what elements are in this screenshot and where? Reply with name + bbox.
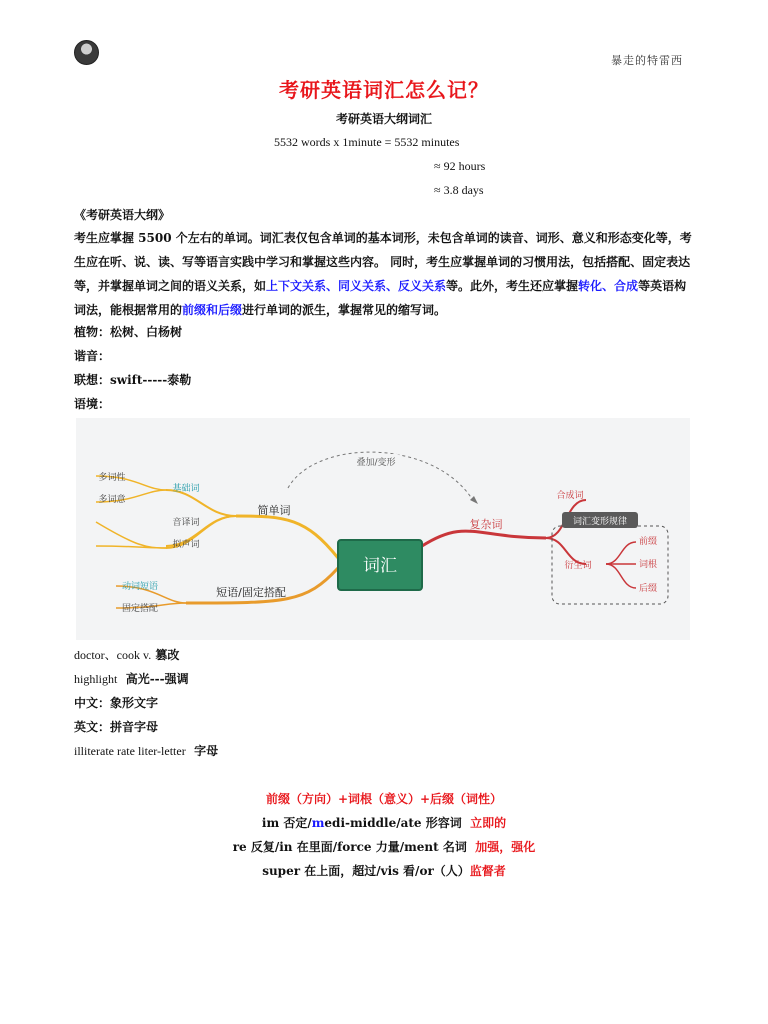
note-plant: 植物：松树、白杨树 [74, 325, 183, 339]
formula-re [0, 838, 768, 855]
branch-complex: 复杂词 [469, 518, 503, 531]
node-polysemy-pos: 多词性 [98, 473, 126, 483]
node-prefix: 前缀 [638, 537, 658, 547]
author-avatar [74, 40, 99, 65]
link-suffix [606, 564, 636, 588]
node-root: 词根 [638, 560, 658, 570]
formula-im-m: m [311, 816, 325, 830]
example-doctor-en: doctor、cook v. [74, 648, 152, 662]
overlay-label: 叠加/变形 [356, 458, 396, 468]
association-text: swift-----泰勒 [110, 373, 192, 387]
node-compound: 合成词 [556, 491, 584, 501]
branch-phrase: 短语/固定搭配 [216, 586, 286, 599]
center-label: 词汇 [363, 556, 397, 576]
branch-simple: 简单词 [257, 504, 291, 517]
author-name: 暴走的特雷西 [611, 54, 683, 67]
note-homophone: 谐音： [74, 349, 111, 363]
formula-re-meaning: 加强，强化 [475, 840, 536, 854]
page-subtitle: 考研英语大纲词汇 [335, 112, 432, 126]
syllabus-text-4: 进行单词的派生，掌握常见的缩写词。 [242, 303, 447, 317]
example-illiterate [74, 743, 218, 759]
node-basic: 基础词 [172, 484, 200, 494]
note-context: 语境： [74, 397, 111, 411]
node-fixed: 固定搭配 [121, 604, 159, 614]
page-title: 考研英语词汇怎么记？ [279, 78, 489, 102]
formula-im-meaning: 立即的 [470, 816, 507, 830]
example-highlight-zh: 高光---强调 [125, 672, 189, 686]
link-prefix [606, 542, 636, 564]
node-translit: 音译词 [172, 518, 200, 528]
syllabus-paragraph [74, 226, 696, 322]
node-polysemy-meaning: 多词意 [98, 495, 126, 505]
syllabus-heading: 《考研英语大纲》 [74, 208, 171, 222]
example-english: 英文：拼音字母 [74, 720, 159, 734]
calc-line-3: ≈ 3.8 days [434, 183, 484, 197]
syllabus-text-1: 考生应掌握 5500 个左右的单词。词汇表仅包含单词的基本词形，未包含单词的读音、词形、意义和形态变化等，考生应在听、说、读、写等语言实践中学习和掌握这些内容。 同时，考生应掌握单词的习惯用法，包括搭配、固定表达等，并掌握单词之间的语义关系，如 [74, 231, 692, 293]
association-label: 联想： [74, 373, 111, 387]
example-chinese: 中文：象形文字 [74, 696, 159, 710]
link-center-simple [236, 516, 338, 558]
link-translit [96, 522, 166, 548]
example-doctor-zh: 篡改 [155, 648, 180, 662]
example-illiterate-zh: 字母 [194, 744, 219, 758]
overlay-arrow-icon [470, 496, 478, 504]
syllabus-affix: 前缀和后缀 [182, 303, 243, 317]
node-onomat: 拟声词 [172, 540, 200, 550]
formula-super-meaning: 监督者 [469, 864, 506, 878]
formula-im [0, 814, 768, 831]
rules-label: 词汇变形规律 [572, 517, 628, 527]
example-doctor [74, 647, 179, 663]
note-association [74, 372, 191, 388]
vocabulary-mindmap [76, 418, 690, 640]
node-suffix: 后缀 [638, 584, 658, 594]
node-derived: 衍生词 [564, 561, 592, 571]
link-center-complex [422, 531, 546, 546]
formula-re-text: re 反复/in 在里面/force 力量/ment 名词 [232, 840, 467, 854]
formula-title: 前缀（方向）+词根（意义）+后缀（词性） [265, 792, 503, 806]
example-illiterate-en: illiterate rate liter-letter [74, 744, 186, 758]
formula-im-rest: edi-middle/ate 形容词 [324, 816, 462, 830]
calc-line-2: ≈ 92 hours [434, 159, 486, 173]
formula-im-prefix: im 否定/ [261, 816, 312, 830]
example-highlight-en: highlight [74, 672, 118, 686]
syllabus-text-2: 等。此外，考生还应掌握 [446, 279, 579, 293]
syllabus-conversion: 转化、合成 [578, 279, 639, 293]
syllabus-relations: 上下文关系、同义关系、反义关系 [266, 279, 447, 293]
formula-super-text: super 在上面，超过/vis 看/or（人） [262, 864, 470, 878]
syllabus-text-3: 等英语构词法，能根据常用的 [74, 279, 687, 317]
formula-super [0, 862, 768, 879]
example-highlight [74, 671, 189, 687]
calc-line-1: 5532 words x 1minute = 5532 minutes [274, 135, 460, 149]
node-verb-phrase: 动词短语 [121, 582, 159, 592]
